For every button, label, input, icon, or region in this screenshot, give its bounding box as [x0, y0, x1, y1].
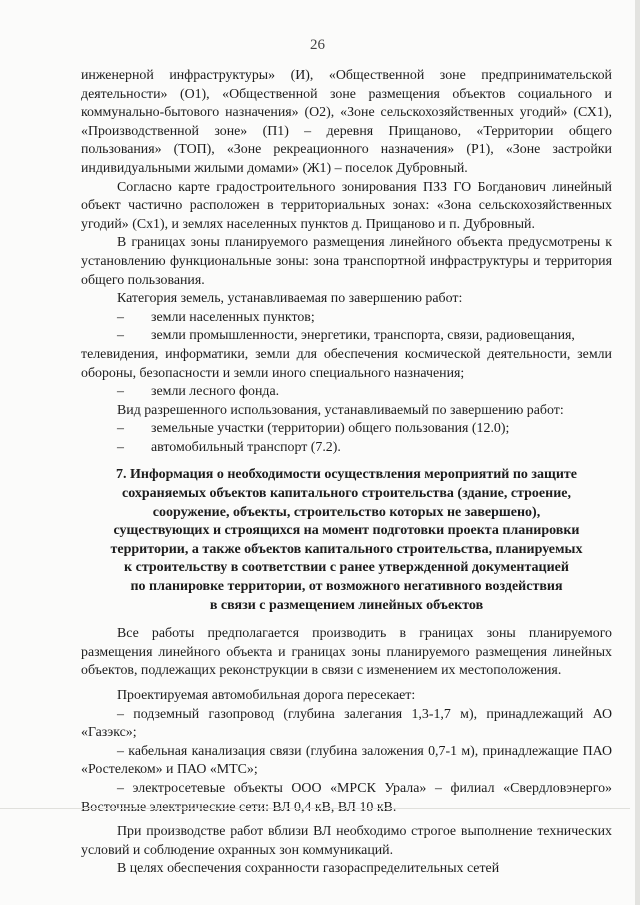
dash-marker: –	[117, 328, 124, 344]
crossing-power-lines: – электросетевые объекты ООО «МРСК Урала» – филиал «Свердловэнерго»	[117, 780, 612, 796]
paragraph-road-crosses: Проектируемая автомобильная дорога пересекает:	[117, 688, 416, 703]
land-category-2-continued: телевидения, информатики, земли для обеспечения космической деятельности, земли обороны, безопасности и земли иного специального назначения;	[81, 346, 612, 381]
heading-line: территории, а также объектов капитального строительства, планируемых	[110, 541, 583, 557]
page-number: 26	[310, 37, 325, 53]
heading-line: 7. Информация о необходимости осуществления мероприятий по защите	[115, 467, 577, 483]
dash-marker: –	[117, 309, 124, 325]
section-heading	[81, 466, 612, 615]
paragraph-work-near-lines: При производстве работ вблизи ВЛ необходимо строгое выполнение технических условий и соблюдение охранных зон коммуникаций.	[81, 824, 612, 858]
heading-line: по планировке территории, от возможного негативного воздействия	[130, 579, 563, 595]
heading-line: в связи с размещением линейных объектов	[209, 597, 484, 613]
paragraph-zones-continued: инженерной инфраструктуры» (И), «Общественной зоне предпринимательской деятельности» (О1), «Общественной зоне размещения объектов социального и коммунально-бытового назначения» (О2), «Зоне сельскохозяйственных угодий» (СХ1), «Производственной зоне» (П1) – деревня Прищаново, «Территории общего пользования» (ТОП), «Зоне рекреационного назначения» (Р1), «Зоне застройки индивидуальными жилыми домами» (Ж1) – поселок Дубровный.	[81, 68, 612, 176]
list-item	[81, 383, 612, 402]
land-category-2: земли промышленности, энергетики, транспорта, связи, радиовещания,	[151, 328, 575, 344]
heading-line: сохраняемых объектов капитального строительства (здание, строение,	[122, 486, 571, 502]
crossing-gas-pipeline: – подземный газопровод (глубина залегания 1,3-1,7 м), принадлежащий АО «Газэкс»;	[81, 706, 612, 741]
list-item	[81, 420, 612, 439]
paragraph-land-category: Категория земель, устанавливаемая по завершению работ:	[117, 291, 463, 307]
permitted-use-2: автомобильный транспорт (7.2).	[151, 439, 341, 455]
dash-marker: –	[117, 384, 124, 400]
paragraph-gas-network-safety: В целях обеспечения сохранности газораспределительных сетей	[117, 861, 500, 877]
scan-fold-line	[0, 808, 630, 809]
heading-line: существующих и строящихся на момент подготовки проекта планировки	[113, 523, 580, 539]
land-category-3: земли лесного фонда.	[151, 384, 280, 400]
paragraph-functional-zones: В границах зоны планируемого размещения линейного объекта предусмотрены к установлению функциональные зоны: зона транспортной инфраструктуры и территория общего пользования.	[81, 235, 612, 288]
paragraph-zoning-map: Согласно карте градостроительного зонирования ПЗЗ ГО Богданович линейный объект частично расположен в территориальных зонах: «Зона сельскохозяйственных угодий» (Сх1), и землях населенных пунктов д. Прищаново и п. Дубровный.	[81, 179, 612, 232]
dash-marker: –	[117, 421, 124, 437]
list-item	[81, 439, 612, 458]
heading-line: сооружение, объекты, строительство которых не завершено),	[152, 504, 541, 520]
list-item	[81, 327, 612, 346]
document-body	[81, 67, 612, 879]
list-item	[81, 309, 612, 328]
land-category-1: земли населенных пунктов;	[151, 309, 315, 325]
paragraph-permitted-use: Вид разрешенного использования, устанавливаемый по завершению работ:	[117, 402, 564, 418]
permitted-use-1: земельные участки (территории) общего пользования (12.0);	[151, 421, 510, 437]
paragraph-works-location: Все работы предполагается производить в границах зоны планируемого размещения линейного объекта и границах зоны планируемого размещения линейных объектов, подлежащих реконструкции в связи с изменением их местоположения.	[81, 626, 612, 679]
dash-marker: –	[117, 439, 124, 455]
crossing-cable-duct: – кабельная канализация связи (глубина заложения 0,7-1 м), принадлежащие ПАО «Ростелеком» и ПАО «МТС»;	[81, 743, 612, 778]
heading-line: к строительству в соответствии с ранее утвержденной документацией	[124, 560, 569, 576]
